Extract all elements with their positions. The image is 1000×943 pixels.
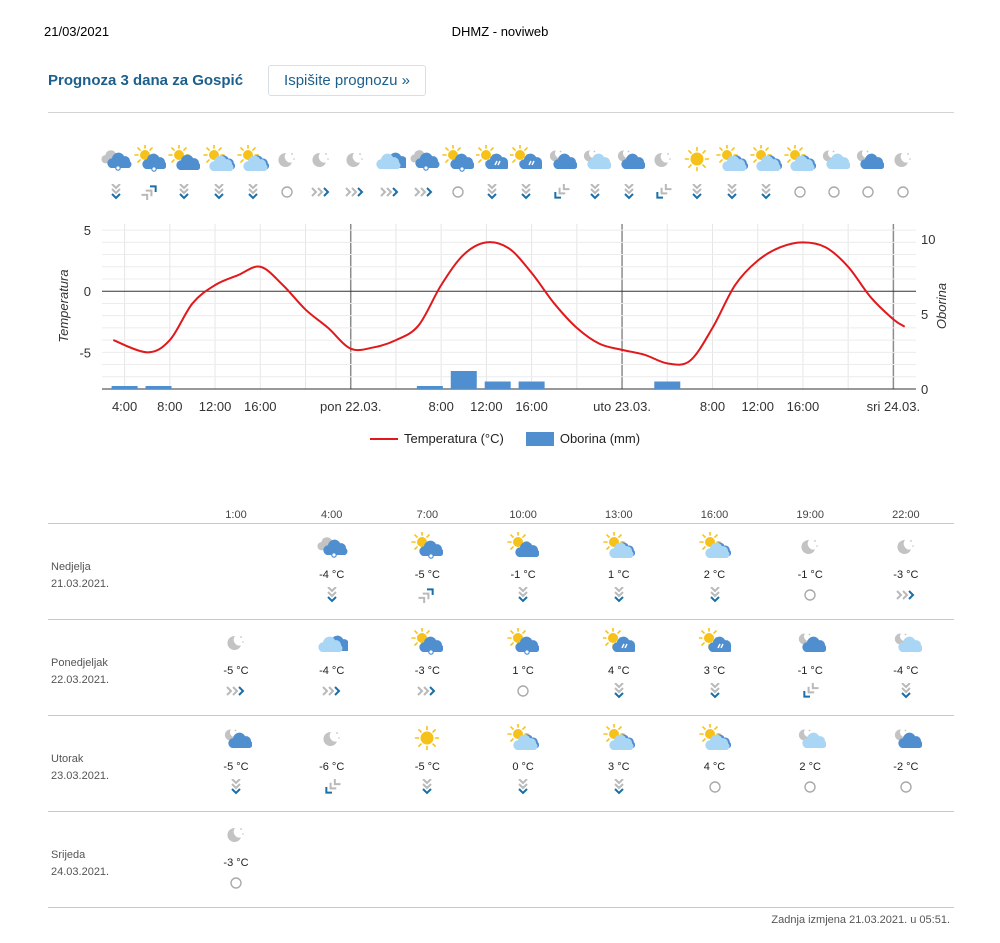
x-tick-label: 8:00 (428, 399, 454, 414)
y-tick-label: 0 (83, 284, 91, 300)
wind-calm-s-icon (703, 587, 727, 608)
day-row (48, 716, 954, 812)
forecast-cell (483, 724, 563, 800)
temperature-value: 3 °C (608, 761, 630, 773)
forecast-cell (675, 628, 755, 704)
temperature-value: 1 °C (608, 569, 630, 581)
moon-stars-icon (890, 532, 922, 565)
precip-bar (654, 382, 680, 390)
x-tick-label: 4:00 (111, 399, 138, 414)
temperature-value: -1 °C (797, 569, 823, 581)
moon-stars-icon (316, 724, 348, 757)
forecast-cell (387, 532, 467, 608)
column-header-hour: 4:00 (320, 509, 343, 521)
last-modified: Zadnja izmjena 21.03.2021. u 05:51. (771, 914, 950, 926)
day-date: 22.03.2021. (51, 674, 110, 686)
precip-bar (417, 386, 443, 389)
wind-none-icon (511, 683, 535, 704)
x-tick-label: 16:00 (515, 399, 548, 414)
y2-tick-label: 0 (921, 382, 929, 397)
temperature-value: 4 °C (608, 665, 630, 677)
forecast-cell (579, 532, 659, 608)
x-tick-label: 12:00 (198, 399, 232, 414)
temperature-value: -6 °C (319, 761, 345, 773)
temperature-value: 1 °C (512, 665, 534, 677)
forecast-cell (483, 532, 563, 608)
wind-calm-s-icon (607, 683, 631, 704)
wind-light-e-icon (224, 683, 248, 704)
column-header-hour: 10:00 (509, 509, 537, 521)
sun-light-cloud-icon (699, 724, 731, 757)
forecast-table (48, 504, 954, 908)
day-date: 24.03.2021. (51, 866, 110, 878)
temperature-value: -3 °C (893, 569, 919, 581)
temperature-value: 0 °C (512, 761, 534, 773)
chart-legend (370, 431, 640, 446)
y-axis-title: Temperatura (56, 269, 71, 343)
day-row (48, 812, 954, 908)
day-label (51, 751, 109, 785)
column-header-hour: 22:00 (892, 509, 920, 521)
moon-light-cloud-icon (794, 724, 826, 757)
forecast-cell (196, 724, 276, 800)
sun-cloud-snow-icon (411, 628, 443, 661)
wind-calm-s-icon (511, 587, 535, 608)
forecast-cell (770, 724, 850, 800)
forecast-cell (579, 628, 659, 704)
wind-light-sw-icon (798, 683, 822, 704)
sun-cloud-rain-snow-icon (603, 628, 635, 661)
wind-calm-s-icon (894, 683, 918, 704)
column-header-hour: 13:00 (605, 509, 633, 521)
moon-cloud-icon (220, 724, 252, 757)
forecast-cell (387, 628, 467, 704)
moon-stars-icon (794, 532, 826, 565)
wind-calm-s-icon (607, 779, 631, 800)
forecast-cell (292, 724, 372, 800)
x-tick-label: pon 22.03. (319, 399, 382, 414)
legend-temperature-label[interactable]: Temperatura (°C) (404, 431, 504, 446)
forecast-cell (770, 628, 850, 704)
wind-calm-s-icon (703, 683, 727, 704)
table-header (48, 504, 954, 524)
legend-precip-label[interactable]: Oborina (mm) (559, 431, 641, 446)
wind-light-e-icon (415, 683, 439, 704)
temperature-value: 4 °C (703, 761, 726, 773)
precip-bar (451, 371, 477, 389)
legend-precip-swatch (526, 432, 554, 446)
y2-axis-title: Oborina (934, 282, 949, 330)
temperature-value: -4 °C (893, 665, 919, 677)
forecast-cell (292, 532, 372, 608)
day-name: Utorak (51, 753, 84, 765)
forecast-cell (579, 724, 659, 800)
meteogram-chart (0, 0, 1000, 430)
light-cloud-cloud-icon (316, 628, 348, 661)
temperature-value: -4 °C (319, 569, 345, 581)
print-forecast-button[interactable]: Ispišite prognozu » (268, 65, 426, 96)
precip-bar (112, 386, 138, 389)
column-header-hour: 16:00 (700, 509, 729, 521)
forecast-cell (770, 532, 850, 608)
wind-light-nw-icon (415, 587, 439, 608)
x-tick-label: 16:00 (786, 399, 820, 414)
sun-cloud-icon (507, 532, 539, 565)
day-label (51, 655, 109, 689)
forecast-cell (483, 628, 563, 704)
temperature-value: 3 °C (703, 665, 726, 677)
day-row (48, 620, 954, 716)
wind-calm-s-icon (511, 779, 535, 800)
day-name: Nedjelja (51, 561, 91, 573)
forecast-cell (866, 724, 946, 800)
forecast-cell (866, 628, 946, 704)
column-header-hour: 19:00 (796, 509, 824, 521)
temperature-value: -5 °C (223, 761, 249, 773)
day-name: Ponedjeljak (51, 657, 108, 669)
sun-light-cloud-icon (603, 532, 635, 565)
wind-calm-s-icon (320, 587, 344, 608)
moon-light-cloud-icon (890, 628, 922, 661)
forecast-cell (387, 724, 467, 800)
x-tick-label: 12:00 (741, 399, 774, 414)
temperature-value: 2 °C (799, 761, 821, 773)
forecast-cell (292, 628, 372, 704)
wind-light-sw-icon (320, 779, 344, 800)
x-tick-label: 8:00 (157, 399, 183, 414)
temperature-value: -1 °C (797, 665, 823, 677)
wind-light-e-icon (320, 683, 344, 704)
wind-none-icon (894, 779, 918, 800)
wind-none-icon (703, 779, 727, 800)
wind-calm-s-icon (607, 587, 631, 608)
precip-bar (519, 382, 545, 390)
wind-light-e-icon (894, 587, 918, 608)
temperature-value: -5 °C (414, 761, 440, 773)
day-row (48, 524, 954, 620)
forecast-title: Prognoza 3 dana za Gospić (48, 72, 244, 89)
x-tick-label: 12:00 (470, 399, 503, 414)
column-header-hour: 7:00 (416, 509, 439, 521)
wind-none-icon (224, 875, 248, 896)
x-tick-label: 16:00 (244, 399, 277, 414)
wind-none-icon (798, 779, 822, 800)
y-tick-label: 5 (83, 223, 91, 239)
print-page-title: DHMZ - noviweb (451, 24, 549, 39)
precip-bar (146, 386, 172, 389)
moon-cloud-icon (890, 724, 922, 757)
forecast-cell (196, 628, 276, 704)
temperature-value: -5 °C (223, 665, 249, 677)
sun-light-cloud-icon (699, 532, 731, 565)
forecast-cell (196, 820, 276, 896)
day-date: 21.03.2021. (51, 578, 110, 590)
day-name: Srijeda (51, 849, 86, 861)
temperature-value: 2 °C (703, 569, 726, 581)
temperature-value: -1 °C (510, 569, 536, 581)
wind-none-icon (798, 587, 822, 608)
wind-calm-s-icon (415, 779, 439, 800)
legend-temperature-swatch (370, 438, 398, 440)
sun-light-cloud-icon (603, 724, 635, 757)
y2-tick-label: 10 (921, 232, 936, 247)
sun-cloud-snow-icon (507, 628, 539, 661)
day-label (51, 847, 109, 881)
forecast-cell (675, 724, 755, 800)
sun-cloud-rain-snow-icon (699, 628, 731, 661)
sun-cloud-snow-icon (411, 532, 443, 565)
x-tick-label: 8:00 (699, 399, 726, 414)
print-date: 21/03/2021 (44, 24, 110, 39)
y2-tick-label: 5 (921, 307, 929, 322)
temperature-value: -3 °C (414, 665, 440, 677)
day-date: 23.03.2021. (51, 770, 110, 782)
precip-bar (485, 382, 511, 390)
x-tick-label: uto 23.03. (593, 399, 651, 414)
temperature-value: -5 °C (414, 569, 440, 581)
x-tick-label: sri 24.03. (866, 399, 921, 414)
day-label (51, 559, 109, 593)
y-tick-label: -5 (79, 345, 91, 361)
wind-calm-s-icon (224, 779, 248, 800)
moon-cloud-icon (794, 628, 826, 661)
temperature-value: -3 °C (223, 857, 249, 869)
moon-stars-icon (220, 628, 252, 661)
temperature-value: -4 °C (319, 665, 345, 677)
sun-icon (411, 724, 443, 757)
forecast-cell (866, 532, 946, 608)
column-header-hour: 1:00 (225, 509, 247, 521)
temperature-value: -2 °C (893, 761, 919, 773)
moon-stars-icon (220, 820, 252, 853)
sun-light-cloud-icon (507, 724, 539, 757)
forecast-cell (675, 532, 755, 608)
cloud-snow-night-icon (316, 532, 348, 565)
